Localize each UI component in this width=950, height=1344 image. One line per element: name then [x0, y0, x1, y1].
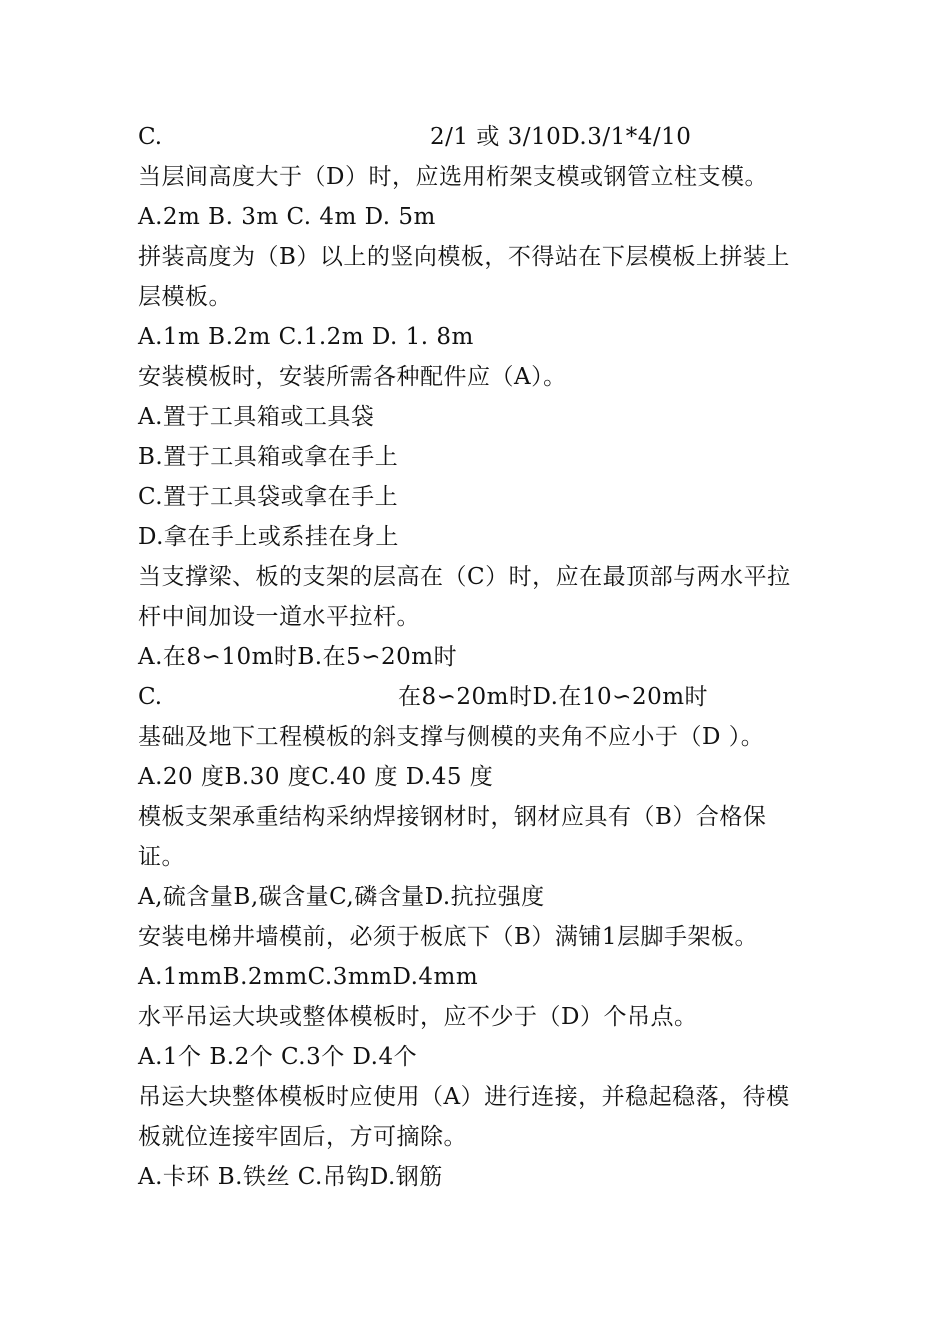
option-fittings-a: A.置于工具箱或工具袋 — [138, 404, 375, 430]
question-brace-angle: 基础及地下工程模板的斜支撑与侧模的夹角不应小于（D ）。 — [138, 724, 765, 750]
question-welded-steel: 模板支架承重结构采纳焊接钢材时，钢材应具有（B）合格保 — [138, 804, 767, 830]
options-welded-steel: A,硫含量B,碳含量C,磷含量D.抗拉强度 — [138, 884, 545, 910]
options-support-height-c-label: C. — [138, 684, 163, 710]
question-support-height-cont: 杆中间加设一道水平拉杆。 — [138, 604, 420, 630]
question-floor-height: 当层间高度大于（D）时，应选用桁架支模或钢管立柱支模。 — [138, 164, 768, 190]
options-floor-height: A.2m B. 3m C. 4m D. 5m — [138, 204, 436, 230]
options-elevator-shaft: A.1mmB.2mmC.3mmD.4mm — [138, 964, 479, 990]
options-lifting-connection: A.卡环 B.铁丝 C.吊钩D.钢筋 — [138, 1164, 443, 1190]
option-fittings-d: D.拿在手上或系挂在身上 — [138, 524, 399, 550]
question-welded-steel-cont: 证。 — [138, 844, 185, 870]
question-support-height: 当支撑梁、板的支架的层高在（C）时，应在最顶部与两水平拉 — [138, 564, 791, 590]
options-assembly-height: A.1m B.2m C.1.2m D. 1. 8m — [138, 324, 474, 350]
options-support-height-cd: 在8∽20m时D.在10∽20m时 — [398, 684, 709, 710]
line-1-label: C. — [138, 124, 163, 150]
question-assembly-height: 拼装高度为（B）以上的竖向模板，不得站在下层模板上拼装上 — [138, 244, 790, 270]
options-support-height-ab: A.在8∽10m时B.在5∽20m时 — [138, 644, 458, 670]
question-lifting-points: 水平吊运大块或整体模板时，应不少于（D）个吊点。 — [138, 1004, 698, 1030]
option-fittings-c: C.置于工具袋或拿在手上 — [138, 484, 399, 510]
question-lifting-connection: 吊运大块整体模板时应使用（A）进行连接，并稳起稳落，待模 — [138, 1084, 790, 1110]
options-brace-angle: A.20 度B.30 度C.40 度 D.45 度 — [138, 764, 494, 790]
option-fittings-b: B.置于工具箱或拿在手上 — [138, 444, 399, 470]
question-assembly-height-cont: 层模板。 — [138, 284, 232, 310]
options-lifting-points: A.1个 B.2个 C.3个 D.4个 — [138, 1044, 418, 1070]
question-lifting-connection-cont: 板就位连接牢固后，方可摘除。 — [138, 1124, 467, 1150]
question-fittings: 安装模板时，安装所需各种配件应（A）。 — [138, 364, 567, 390]
question-elevator-shaft: 安装电梯井墙模前，必须于板底下（B）满铺1层脚手架板。 — [138, 924, 759, 950]
line-1-options: 2/1 或 3/10D.3/1*4/10 — [430, 124, 692, 150]
